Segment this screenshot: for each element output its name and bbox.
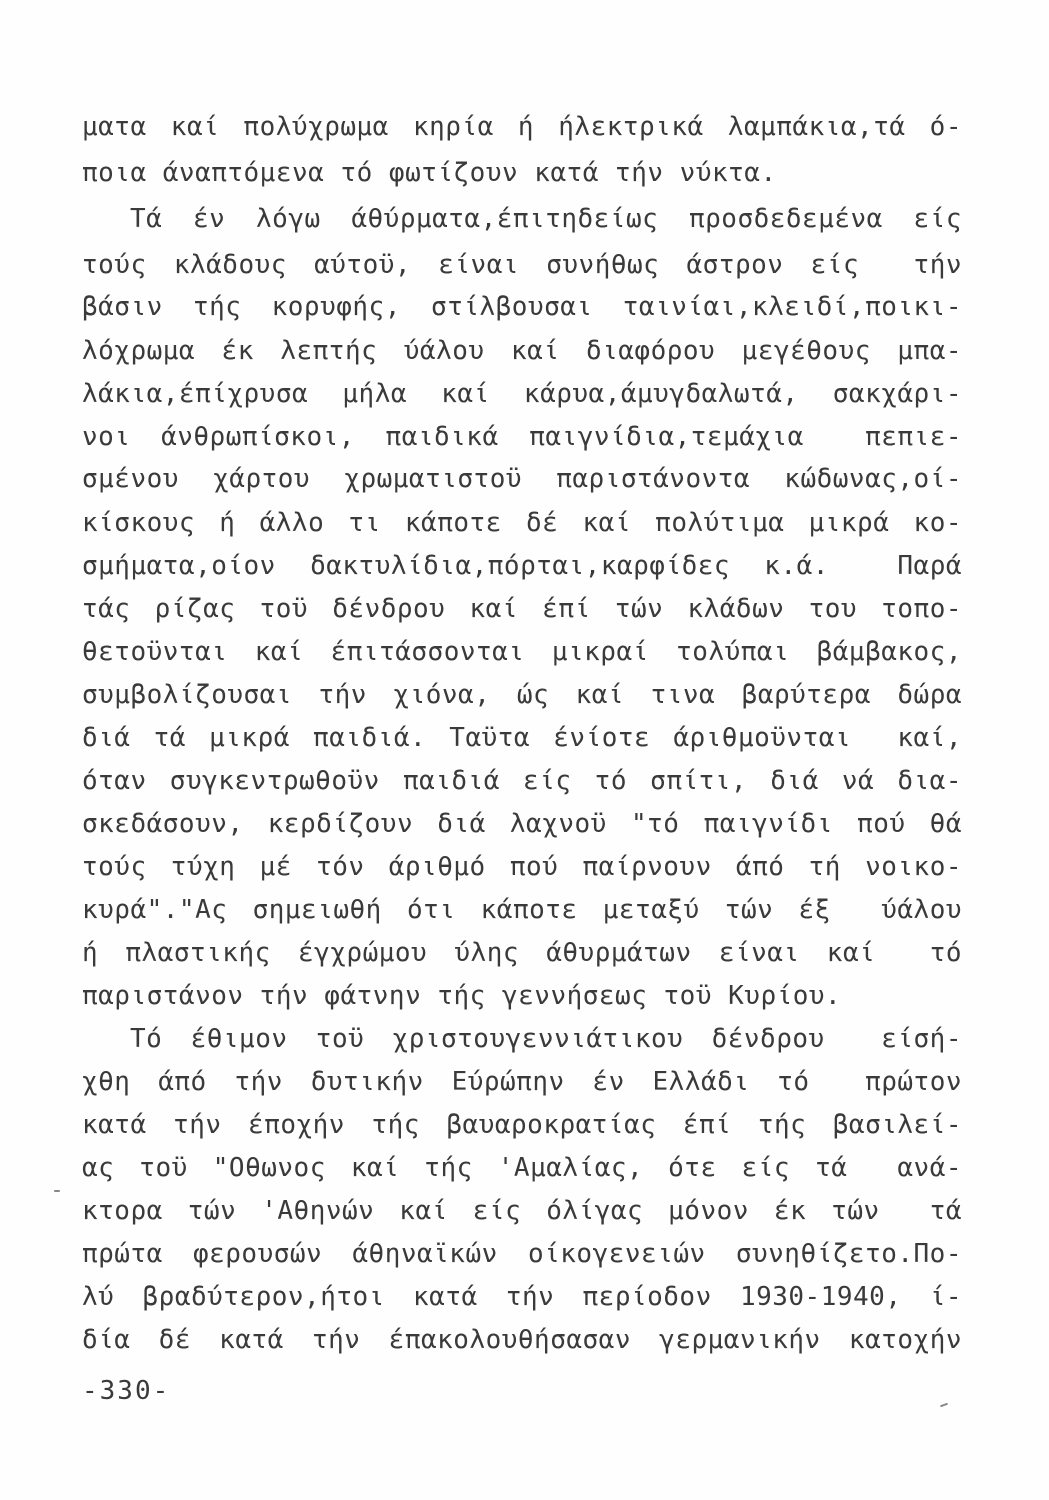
text-line: ποια άναπτόμενα τό φωτίζουν κατά τήν νύκτα. [82, 158, 777, 188]
text-line: κίσκους ή άλλο τι κάποτε δέ καί πολύτιμα μικρά κο- [82, 508, 962, 538]
text-line: κυρά"."Ας σημειωθή ότι κάποτε μεταξύ τών έξ ύάλου [82, 895, 962, 925]
text-line: ή πλαστικής έγχρώμου ύλης άθυρμάτων είναι καί τό [82, 938, 962, 968]
text-line: νοι άνθρωπίσκοι, παιδικά παιγνίδια,τεμάχια πεπιε- [82, 422, 962, 452]
page-number: -330- [82, 1376, 171, 1406]
text-line: χθη άπό τήν δυτικήν Εύρώπην έν Ελλάδι τό πρώτον [82, 1067, 962, 1097]
text-line: σμήματα,οίον δακτυλίδια,πόρται,καρφίδες κ.ά. Παρά [82, 551, 962, 581]
text-line: όταν συγκεντρωθοϋν παιδιά είς τό σπίτι, διά νά δια- [82, 766, 962, 796]
scan-speck [54, 1190, 60, 1192]
text-line: κτορα τών 'Αθηνών καί είς όλίγας μόνον έκ τών τά [82, 1196, 962, 1226]
text-line: Τό έθιμον τοϋ χριστουγεννιάτικου δένδρου είσή- [130, 1024, 962, 1054]
text-line: λάκια,έπίχρυσα μήλα καί κάρυα,άμυγδαλωτά, σακχάρι- [82, 379, 962, 409]
text-line: συμβολίζουσαι τήν χιόνα, ώς καί τινα βαρύτερα δώρα [82, 680, 962, 710]
text-line: σμένου χάρτου χρωματιστοϋ παριστάνοντα κώδωνας,οί- [82, 464, 962, 494]
text-line: σκεδάσουν, κερδίζουν διά λαχνοϋ "τό παιγνίδι πού θά [82, 809, 962, 839]
text-line: θετοϋνται καί έπιτάσσονται μικραί τολύπαι βάμβακος, [82, 637, 962, 667]
text-line: δία δέ κατά τήν έπακολουθήσασαν γερμανικήν κατοχήν [82, 1325, 962, 1355]
text-line: διά τά μικρά παιδιά. Ταϋτα ένίοτε άριθμοϋνται καί, [82, 723, 962, 753]
text-line: τούς κλάδους αύτοϋ, είναι συνήθως άστρον είς τήν [82, 250, 962, 280]
text-line: ματα καί πολύχρωμα κηρία ή ήλεκτρικά λαμπάκια,τά ό- [82, 112, 962, 142]
text-line: τούς τύχη μέ τόν άριθμό πού παίρνουν άπό τή νοικο- [82, 852, 962, 882]
text-line: πρώτα φερουσών άθηναϊκών οίκογενειών συνηθίζετο.Πο- [82, 1239, 962, 1269]
text-line: παριστάνον τήν φάτνην τής γεννήσεως τοϋ Κυρίου. [82, 981, 842, 1011]
text-line: λόχρωμα έκ λεπτής ύάλου καί διαφόρου μεγέθους μπα- [82, 336, 962, 366]
text-line: ας τοϋ "Οθωνος καί τής 'Αμαλίας, ότε είς τά ανά- [82, 1153, 962, 1183]
text-line: κατά τήν έποχήν τής βαυαροκρατίας έπί τής βασιλεί- [82, 1110, 962, 1140]
text-line: λύ βραδύτερον,ήτοι κατά τήν περίοδον 1930-1940, ί- [82, 1282, 962, 1312]
text-line: βάσιν τής κορυφής, στίλβουσαι ταινίαι,κλειδί,ποικι- [82, 292, 962, 322]
text-line: τάς ρίζας τοϋ δένδρου καί έπί τών κλάδων του τοπο- [82, 594, 962, 624]
scan-speck [940, 1403, 948, 1408]
text-line: Τά έν λόγω άθύρματα,έπιτηδείως προσδεδεμένα είς [130, 204, 962, 234]
